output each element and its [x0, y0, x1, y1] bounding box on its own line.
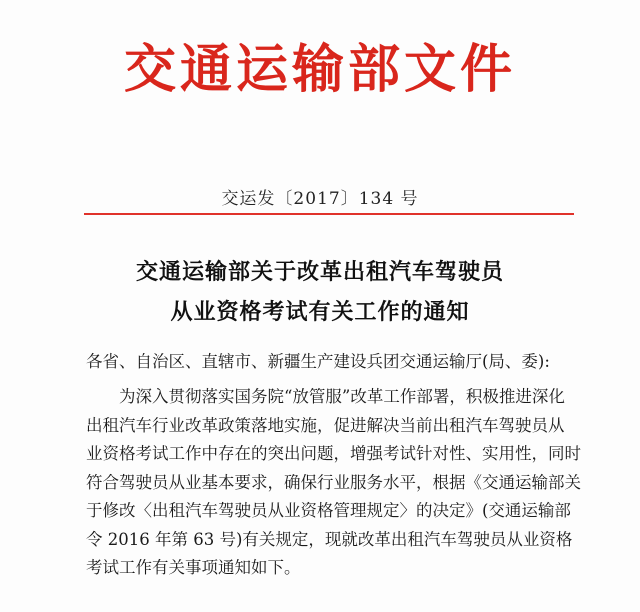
- body-line: 考试工作有关事项通知如下。: [86, 558, 301, 577]
- body-line: 为深入贯彻落实国务院“放管服”改革工作部署，积极推进深化: [119, 387, 565, 406]
- document-header-title: 交通运输部文件: [123, 39, 516, 100]
- salutation: 各省、自治区、直辖市、新疆生产建设兵团交通运输厅(局、委):: [86, 352, 550, 371]
- notice-title: [0, 252, 640, 332]
- body-line: 令 2016 年第 63 号)有关规定，现就改革出租汽车驾驶员从业资格: [86, 529, 573, 549]
- red-separator-line: [84, 213, 574, 215]
- body-line: 符合驾驶员从业基本要求，确保行业服务水平，根据《交通运输部关: [86, 472, 581, 492]
- body-line: 业资格考试工作中存在的突出问题，增强考试针对性、实用性，同时: [86, 444, 581, 463]
- body-line: 出租汽车行业改革政策落地实施，促进解决当前出租汽车驾驶员从: [86, 415, 565, 435]
- body-line: 于修改〈出租汽车驾驶员从业资格管理规定〉的决定》(交通运输部: [86, 501, 571, 520]
- notice-title-line-1: 交通运输部关于改革出租汽车驾驶员: [135, 259, 504, 285]
- notice-title-line-2: 从业资格考试有关工作的通知: [170, 299, 470, 325]
- body-paragraph: [86, 383, 586, 583]
- document-number: 交运发〔2017〕134 号: [221, 189, 419, 209]
